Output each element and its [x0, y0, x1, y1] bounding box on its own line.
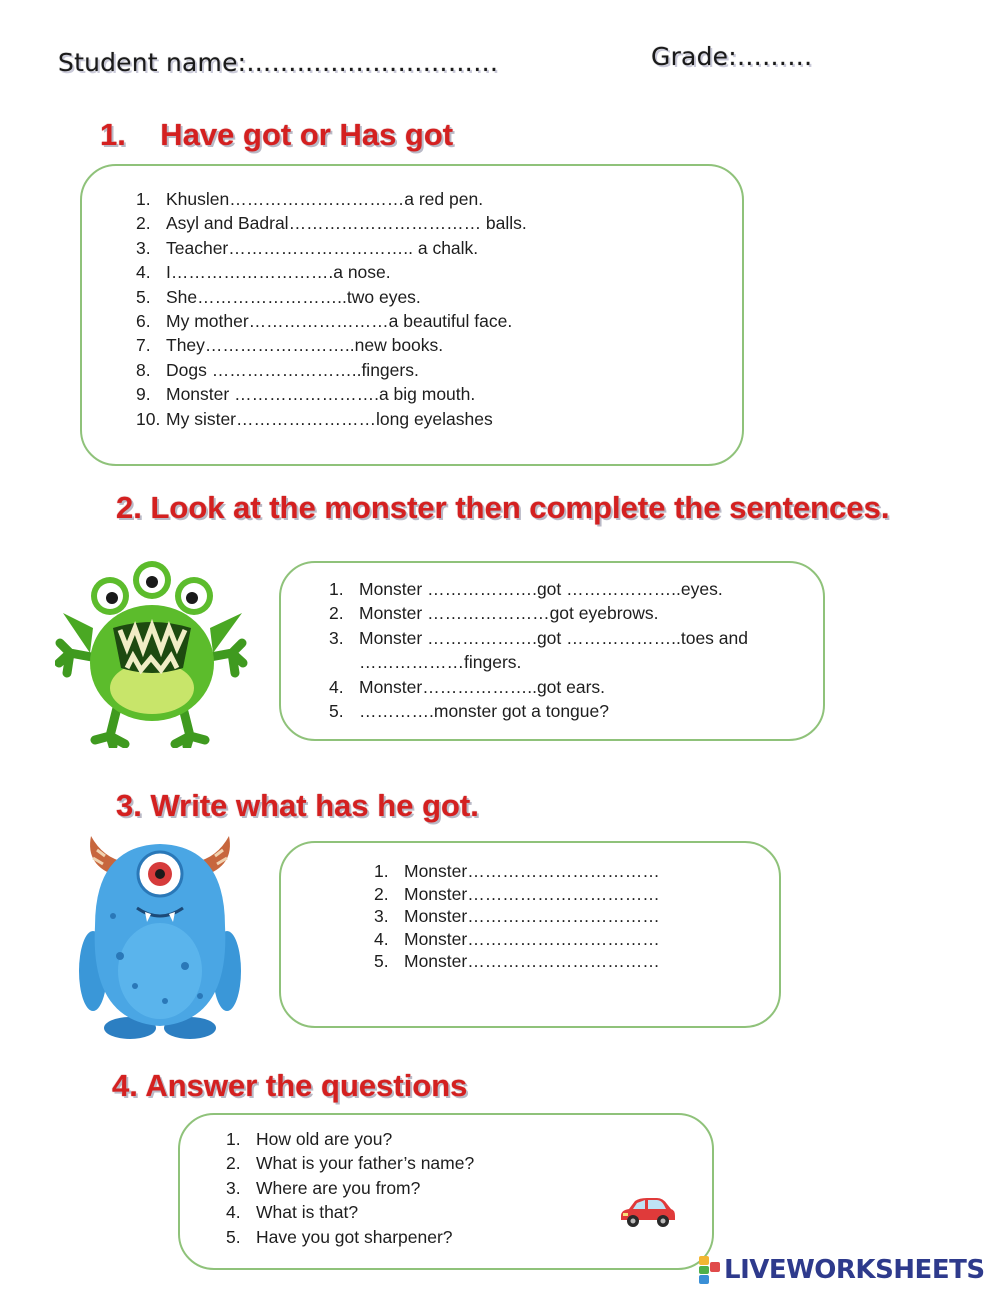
- item-text: Where are you from?: [256, 1177, 421, 1198]
- list-item: [374, 905, 660, 928]
- list-item: [329, 650, 748, 674]
- item-text: Monster……………………………: [404, 928, 660, 949]
- item-text: Monster ……………….got ………………..toes and: [359, 627, 748, 648]
- item-text: What is your father’s name?: [256, 1153, 475, 1174]
- item-number: 4.: [136, 262, 151, 283]
- item-number: 2.: [329, 603, 344, 624]
- item-text: Have you got sharpener?: [256, 1226, 453, 1247]
- list-item: [329, 626, 748, 650]
- list-item: [226, 1127, 474, 1151]
- list-item: [136, 260, 527, 284]
- item-number: 10.: [136, 408, 161, 429]
- item-text: Dogs ……………………..fingers.: [166, 359, 419, 380]
- list-item: [136, 187, 527, 211]
- item-text: Monster ……………….got ………………..eyes.: [359, 579, 723, 599]
- section2-title: 2. Look at the monster then complete the sentences.: [116, 490, 890, 525]
- item-text: Monster……………………………: [404, 883, 660, 904]
- student-name-label: Student name:…………………………: [58, 48, 499, 77]
- list-item: [136, 285, 527, 309]
- section3-title: 3. Write what has he got.: [116, 788, 479, 823]
- item-number: 4.: [329, 676, 344, 697]
- item-number: 4.: [374, 928, 389, 949]
- item-number: 2.: [374, 883, 389, 904]
- item-text: Monster……………………………: [404, 861, 660, 881]
- list-item: [226, 1176, 474, 1200]
- item-text: Teacher………………………….. a chalk.: [166, 237, 479, 258]
- section2-list: [329, 577, 748, 723]
- item-number: 7.: [136, 335, 151, 356]
- item-text: My sister……………………long eyelashes: [166, 408, 493, 429]
- item-number: 2.: [226, 1153, 241, 1174]
- liveworksheets-logo: [698, 1255, 985, 1285]
- green-monster-illustration: [55, 558, 250, 748]
- list-item: [136, 309, 527, 333]
- grade-label: Grade:………: [651, 42, 813, 71]
- item-number: 5.: [226, 1226, 241, 1247]
- item-text: She……………………..two eyes.: [166, 286, 421, 307]
- list-item: [374, 950, 660, 973]
- item-number: 2.: [136, 213, 151, 234]
- list-item: [136, 211, 527, 235]
- item-number: 6.: [136, 311, 151, 332]
- item-text: My mother……………………a beautiful face.: [166, 311, 513, 332]
- list-item: [329, 699, 748, 723]
- item-number: 9.: [136, 384, 151, 405]
- item-text: Monster …………………….a big mouth.: [166, 384, 476, 405]
- item-number: 5.: [374, 951, 389, 971]
- list-item: [329, 675, 748, 699]
- item-text: I……………………….a nose.: [166, 262, 391, 283]
- item-number: 1.: [226, 1129, 241, 1149]
- list-item: [136, 236, 527, 260]
- item-text: They……………………..new books.: [166, 335, 444, 356]
- list-item: [136, 358, 527, 382]
- item-number: 3.: [374, 906, 389, 926]
- list-item: [136, 333, 527, 357]
- item-number: 1.: [329, 579, 344, 599]
- item-number: 3.: [136, 237, 151, 258]
- red-car-icon: [617, 1196, 677, 1228]
- list-item: [226, 1225, 474, 1249]
- item-text: ………….monster got a tongue?: [359, 701, 609, 722]
- list-item: [374, 928, 660, 951]
- item-number: 5.: [136, 286, 151, 307]
- list-item: [226, 1200, 474, 1224]
- section3-list: [374, 860, 660, 973]
- item-number: 3.: [226, 1177, 241, 1198]
- item-number: 1.: [136, 189, 151, 209]
- section4-list: [226, 1127, 474, 1249]
- list-item: [374, 860, 660, 883]
- item-text: Monster………………..got ears.: [359, 676, 606, 697]
- item-text: Monster……………………………: [404, 951, 660, 971]
- list-item: [136, 407, 527, 431]
- list-item: [226, 1151, 474, 1175]
- list-item: [329, 577, 748, 601]
- item-text: Asyl and Badral…………………………… balls.: [166, 213, 527, 234]
- item-text: How old are you?: [256, 1129, 393, 1149]
- section1-list: [136, 187, 527, 431]
- item-number: 5.: [329, 701, 344, 722]
- item-text: Khuslen…………………………a red pen.: [166, 189, 484, 209]
- item-number: 8.: [136, 359, 151, 380]
- list-item: [374, 883, 660, 906]
- item-number: 3.: [329, 627, 344, 648]
- section1-title: 1. Have got or Has got: [100, 117, 454, 152]
- item-text: ………………fingers.: [359, 652, 522, 673]
- brand-name: LIVEWORKSHEETS: [724, 1255, 985, 1285]
- section4-title: 4. Answer the questions: [112, 1068, 468, 1103]
- item-text: Monster……………………………: [404, 906, 660, 926]
- item-number: 4.: [226, 1202, 241, 1223]
- item-text: What is that?: [256, 1202, 359, 1223]
- list-item: [329, 601, 748, 625]
- blue-monster-illustration: [75, 836, 245, 1041]
- liveworksheets-logo-icon: [698, 1256, 722, 1284]
- item-text: Monster …………………got eyebrows.: [359, 603, 659, 624]
- item-number: 1.: [374, 861, 389, 881]
- list-item: [136, 382, 527, 406]
